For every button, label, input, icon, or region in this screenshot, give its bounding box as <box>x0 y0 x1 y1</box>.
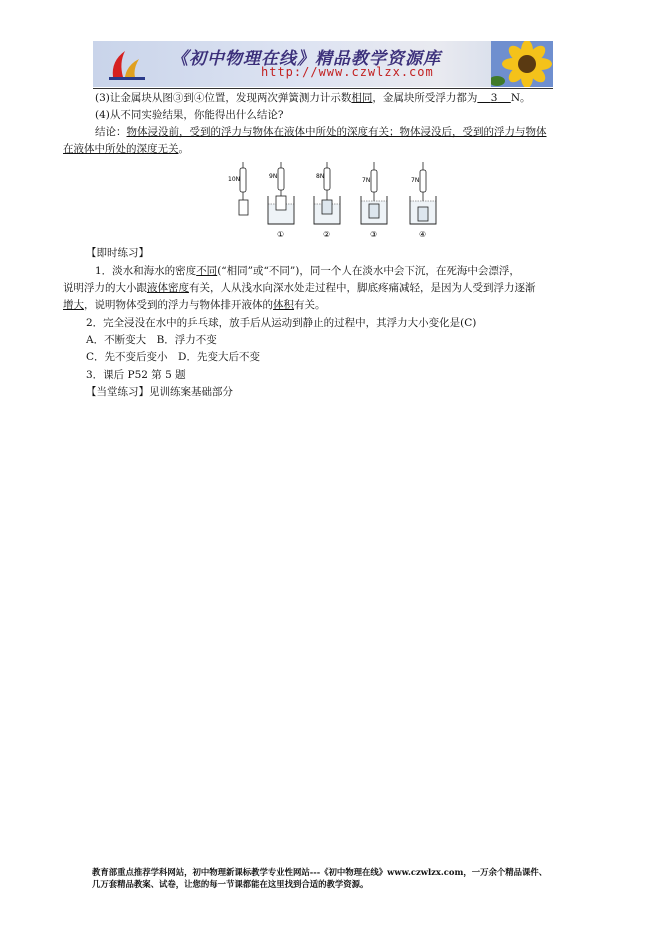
footer-line-2: 几万套精品教案、试卷，让您的每一节课都能在这里找到合适的教学资源。 <box>92 879 369 889</box>
scale-reading-1: 9N <box>269 173 278 180</box>
question-3: (3)让金属块从图③到④位置，发现两次弹簧测力计示数相同，金属块所受浮力都为 3 N。 <box>95 92 531 104</box>
sunflower-icon <box>491 41 553 87</box>
site-title: 《初中物理在线》精品教学资源库 <box>171 49 441 69</box>
practice-2-options-cd: C．先不变后变小 D．先变大后不变 <box>86 351 260 363</box>
setup-label-1: ① <box>277 230 285 239</box>
setup-label-4: ④ <box>419 230 427 239</box>
practice-1-line-1: 1．淡水和海水的密度不同(“相同”或“不同”)，同一个人在淡水中会下沉，在死海中会漂浮， <box>95 265 520 277</box>
practice-2-stem: 2．完全浸没在水中的乒乓球，放手后从运动到静止的过程中，其浮力大小变化是(C) <box>86 317 477 329</box>
practice-heading: 【即时练习】 <box>86 247 149 259</box>
page-footer <box>92 866 572 890</box>
spring-scale-1 <box>268 162 294 239</box>
footer-line-1: 教育部重点推荐学科网站，初中物理新课标教学专业性网站---《初中物理在线》www.czwlzx.com，一万余个精品课件、 <box>92 867 548 877</box>
scale-reading-3: 7N <box>362 177 371 184</box>
site-url[interactable]: http://www.czwlzx.com <box>261 65 434 79</box>
spring-scale-3 <box>361 162 387 239</box>
classroom-practice: 【当堂练习】见训练案基础部分 <box>86 386 233 398</box>
spring-scale-0 <box>228 162 248 215</box>
scale-reading-2: 8N <box>316 173 325 180</box>
scale-reading-4: 7N <box>411 177 420 184</box>
question-4: (4)从不同实验结果，你能得出什么结论? <box>95 109 284 121</box>
spring-scale-2 <box>314 162 340 239</box>
practice-3: 3．课后 P52 第 5 题 <box>86 369 186 381</box>
header-rule <box>93 88 553 89</box>
buoyancy-experiment-figure <box>224 160 444 244</box>
practice-2-options-ab: A．不断变大 B．浮力不变 <box>86 334 217 346</box>
scale-reading-0: 10N <box>228 176 241 183</box>
site-logo-icon <box>107 47 147 81</box>
practice-1-line-2: 说明浮力的大小跟液体密度有关，人从浅水向深水处走过程中，脚底疼痛减轻，是因为人受到浮力逐渐 <box>63 282 536 294</box>
conclusion-line-1: 结论：物体浸没前，受到的浮力与物体在液体中所处的深度有关；物体浸没后，受到的浮力与物体 <box>95 126 547 138</box>
site-banner <box>93 41 553 87</box>
setup-label-2: ② <box>323 230 331 239</box>
conclusion-line-2: 在液体中所处的深度无关。 <box>63 143 189 155</box>
setup-label-3: ③ <box>370 230 378 239</box>
spring-scale-4 <box>410 162 436 239</box>
practice-1-line-3: 增大，说明物体受到的浮力与物体排开液体的体积有关。 <box>63 299 326 311</box>
